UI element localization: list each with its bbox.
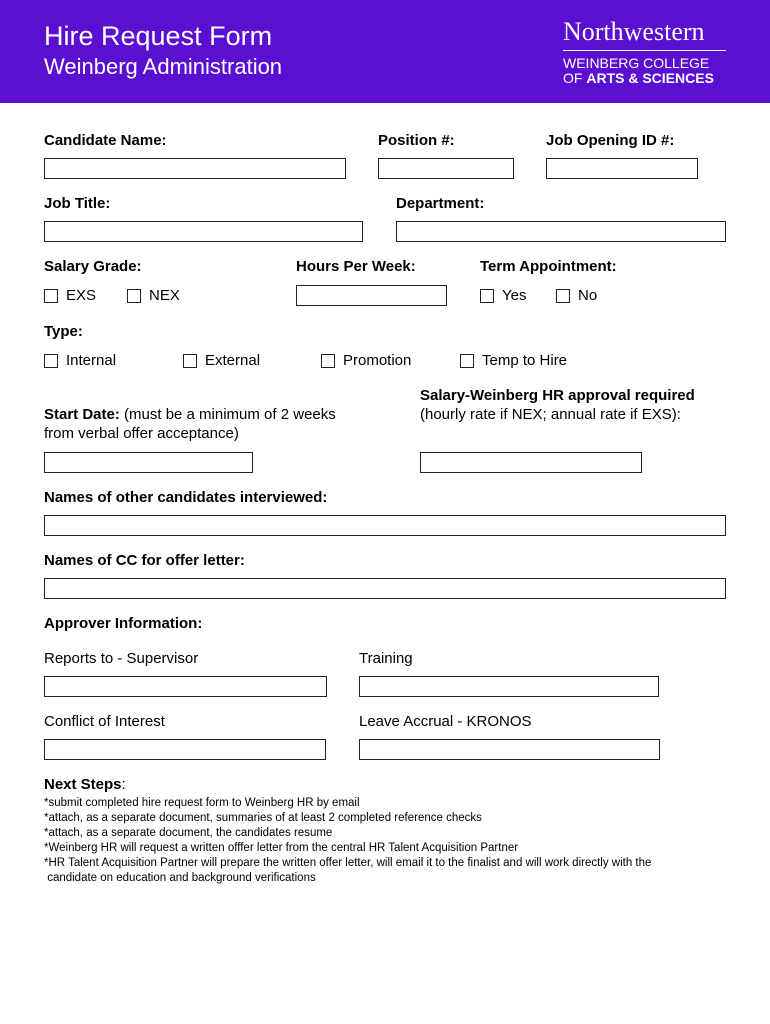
start-date-field[interactable] [44,452,253,473]
term-yes-label: Yes [502,287,527,304]
temp-to-hire-checkbox[interactable] [460,354,474,368]
promotion-label: Promotion [343,352,412,369]
training-label: Training [359,650,413,667]
department-label: Department: [396,195,485,212]
brand-line-2: OF ARTS & SCIENCES [563,70,714,86]
start-date-label: Start Date: (must be a minimum of 2 weeks from verbal offer acceptance) [44,406,336,442]
term-appointment-label: Term Appointment: [480,258,617,275]
job-opening-id-field[interactable] [546,158,698,179]
salary-field[interactable] [420,452,642,473]
training-field[interactable] [359,676,659,697]
cc-offer-label: Names of CC for offer letter: [44,552,245,569]
conflict-field[interactable] [44,739,326,760]
next-steps-list [44,796,724,886]
approver-info-label: Approver Information: [44,615,203,632]
other-candidates-label: Names of other candidates interviewed: [44,489,328,506]
other-candidates-field[interactable] [44,515,726,536]
salary-grade-label: Salary Grade: [44,258,142,275]
northwestern-logo [563,18,726,86]
temp-to-hire-label: Temp to Hire [482,352,568,369]
next-step-item: *Weinberg HR will request a written offfer letter from the central HR Talent Acquisition Partner [44,842,519,854]
term-no-label: No [578,287,598,304]
next-steps-title: Next Steps: [44,776,126,793]
internal-checkbox[interactable] [44,354,58,368]
salary-label: Salary-Weinberg HR approval required (hourly rate if NEX; annual rate if EXS): [420,387,695,423]
job-title-label: Job Title: [44,195,111,212]
nex-checkbox[interactable] [127,289,141,303]
term-yes-checkbox[interactable] [480,289,494,303]
exs-checkbox[interactable] [44,289,58,303]
nex-label: NEX [149,287,180,304]
term-no-checkbox[interactable] [556,289,570,303]
hours-per-week-field[interactable] [296,285,447,306]
exs-label: EXS [66,287,97,304]
internal-label: Internal [66,352,117,369]
position-number-field[interactable] [378,158,514,179]
candidate-name-field[interactable] [44,158,346,179]
external-label: External [205,352,261,369]
brand-line-1: WEINBERG COLLEGE [563,55,710,71]
candidate-name-label: Candidate Name: [44,132,167,149]
form-title: Hire Request Form [44,21,273,51]
leave-accrual-field[interactable] [359,739,660,760]
job-opening-id-label: Job Opening ID #: [546,132,675,149]
next-step-item: *HR Talent Acquisition Partner will prepare the written offer letter, will email it to the finalist and will work directly with the [44,857,652,869]
hours-per-week-label: Hours Per Week: [296,258,416,275]
brand-rule [563,50,726,51]
form-subtitle: Weinberg Administration [44,54,283,79]
cc-offer-field[interactable] [44,578,726,599]
type-label: Type: [44,323,83,340]
department-field[interactable] [396,221,726,242]
next-step-item: *attach, as a separate document, the candidates resume [44,827,333,839]
leave-accrual-label: Leave Accrual - KRONOS [359,713,532,730]
external-checkbox[interactable] [183,354,197,368]
brand-name: Northwestern [563,17,705,46]
promotion-checkbox[interactable] [321,354,335,368]
position-number-label: Position #: [378,132,455,149]
conflict-label: Conflict of Interest [44,713,165,730]
form-header [0,0,770,103]
next-step-item: *attach, as a separate document, summaries of at least 2 completed reference checks [44,812,482,824]
next-step-item: *submit completed hire request form to Weinberg HR by email [44,797,360,809]
reports-to-field[interactable] [44,676,327,697]
reports-to-label: Reports to - Supervisor [44,650,199,667]
job-title-field[interactable] [44,221,363,242]
next-step-item: candidate on education and background verifications [44,872,316,884]
